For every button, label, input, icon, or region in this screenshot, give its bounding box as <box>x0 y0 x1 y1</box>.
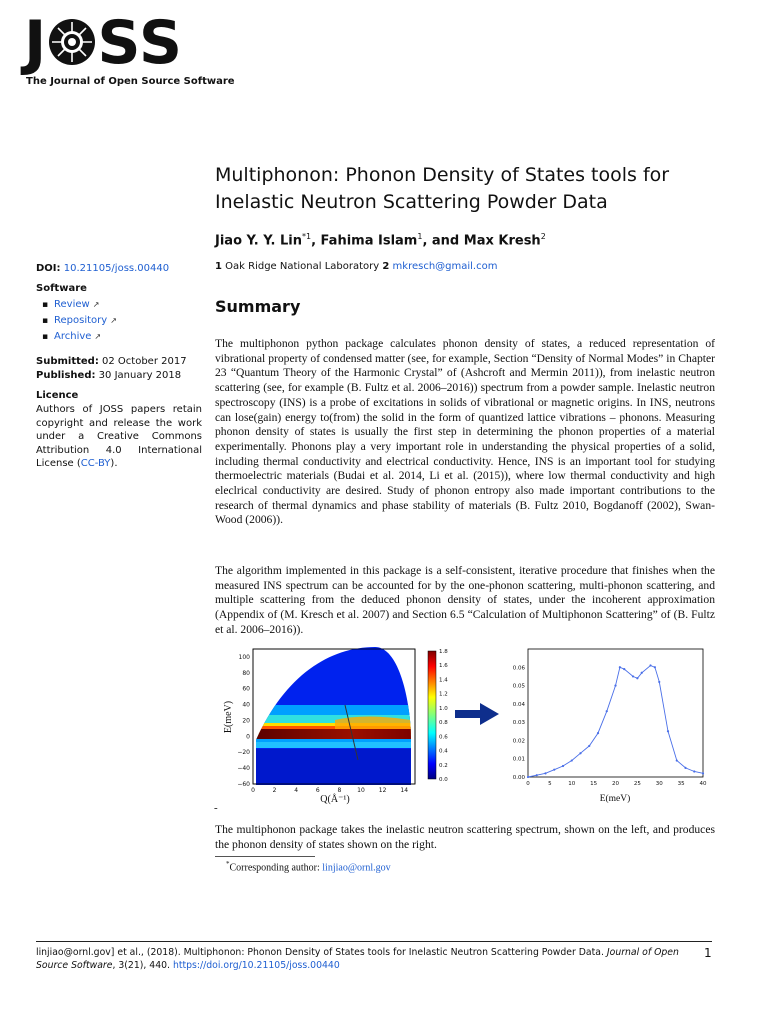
dos-data-point <box>636 677 638 679</box>
dos-x-tick-label: 5 <box>548 781 552 787</box>
summary-heading: Summary <box>215 297 301 316</box>
heatmap-y-tick-label: 0 <box>246 733 250 741</box>
dos-y-tick-label: 0.04 <box>512 701 525 708</box>
dos-data-point <box>693 770 695 772</box>
dos-data-point <box>623 668 625 670</box>
citation-footer: linjiao@ornl.gov] et al., (2018). Multiphonon: Phonon Density of States tools for Inelastic Neutron Scattering Powder Data. Journal of Open Source Software, 3(21), 440. https://doi.org/10.21105/joss.00440 <box>36 947 679 971</box>
author-list: Jiao Y. Y. Lin$^{*1}$, Fahima Islam$^1$, and Max Kresh$^2$ <box>215 232 546 249</box>
repository-link[interactable]: Repository <box>54 315 108 326</box>
dos-y-tick-label: 0.02 <box>512 738 525 745</box>
dos-x-tick-label: 35 <box>677 781 685 787</box>
colorbar-tick-label: 0.8 <box>439 720 448 727</box>
journal-name: Journal of Open Source Software <box>36 947 679 971</box>
heatmap-y-axis-label: E(meV) <box>223 700 234 734</box>
dos-data-point <box>536 774 538 776</box>
heatmap-y-tick-label: −60 <box>237 781 250 788</box>
external-link-icon: ↗ <box>110 316 117 325</box>
submitted-line: Submitted: 02 October 2017 <box>36 356 187 367</box>
published-line: Published: 30 January 2018 <box>36 370 182 381</box>
heatmap-y-tick-label: 20 <box>242 717 250 725</box>
heatmap-x-tick-label: 2 <box>272 787 277 794</box>
dos-x-tick-label: 40 <box>699 781 707 787</box>
dos-data-point <box>619 666 621 668</box>
list-item <box>36 330 117 346</box>
dos-data-point <box>597 732 599 734</box>
cc-by-link[interactable]: CC-BY <box>80 458 111 469</box>
dos-data-point <box>658 681 660 683</box>
dos-plot-frame <box>528 649 703 777</box>
logo-o-icon <box>47 12 97 62</box>
dos-y-tick-label: 0.05 <box>512 683 525 690</box>
dos-x-tick-label: 20 <box>612 781 619 787</box>
colorbar-tick-label: 1.0 <box>439 705 448 712</box>
dos-data-point <box>684 767 686 769</box>
author-affiliation-mark: *1 <box>301 232 312 241</box>
joss-logo <box>24 8 244 94</box>
software-heading: Software <box>36 283 87 294</box>
dos-data-point <box>544 772 546 774</box>
dos-y-tick-label: 0.01 <box>512 756 525 763</box>
heatmap-y-tick-label: −40 <box>237 765 250 773</box>
heatmap-y-tick-label: 60 <box>242 685 250 693</box>
figure-description-paragraph: The multiphonon package takes the inelastic neutron scattering spectrum, shown on the left, and produces the phonon density of states shown on the right. <box>215 823 715 851</box>
colorbar-tick-label: 1.8 <box>439 649 448 655</box>
dos-data-point <box>579 752 581 754</box>
author-name[interactable]: Jiao Y. Y. Lin <box>215 233 302 249</box>
dos-y-tick-label: 0.06 <box>512 665 525 672</box>
corresponding-email-link[interactable]: linjiao@ornl.gov <box>322 862 391 874</box>
paper-title: Multiphonon: Phonon Density of States tools for Inelastic Neutron Scattering Powder Data <box>215 164 670 213</box>
external-link-icon: ↗ <box>94 332 102 341</box>
heatmap-y-tick-label: 80 <box>242 669 250 677</box>
heatmap-x-tick-label: 6 <box>315 787 320 794</box>
colorbar <box>428 651 436 779</box>
list-item <box>36 314 117 330</box>
colorbar-tick-label: 0.0 <box>439 777 448 783</box>
summary-paragraph-2: The algorithm implemented in this package is a self-consistent, iterative procedure that finishes when the measured INS spectrum can be accounted for by the one-phonon scattering, multi-phonon scattering, and multiple scattering from the deduced phonon density of states, under the incoherent approximation (Appendix of (M. Kresch et al. 2007) and Section 6.5 “Calculation of Multiphonon Scattering” of (B. Fultz et al. 2006–2016)). <box>215 564 715 636</box>
dos-data-point <box>606 710 608 712</box>
dos-data-point <box>641 672 643 674</box>
archive-link[interactable]: Archive <box>54 331 92 342</box>
author-name[interactable]: Fahima Islam <box>320 233 418 249</box>
logo-wordmark: J SS <box>24 8 184 78</box>
colorbar-tick-label: 1.6 <box>439 663 448 670</box>
dos-y-tick-label: 0.00 <box>512 775 525 781</box>
dos-x-tick-label: 10 <box>568 781 576 787</box>
software-section <box>36 282 117 346</box>
colorbar-tick-label: 0.4 <box>439 748 448 755</box>
dos-data-point <box>588 745 590 747</box>
dos-x-tick-label: 30 <box>655 781 663 787</box>
dos-data-point <box>614 684 616 686</box>
footnote-divider <box>215 856 315 857</box>
list-item <box>36 298 117 314</box>
affiliation-email-link[interactable]: mkresch@gmail.com <box>392 261 498 272</box>
logo-tagline: The Journal of Open Source Software <box>26 76 235 87</box>
footer-divider <box>36 941 712 942</box>
dos-data-point <box>553 769 555 771</box>
footer-doi-link[interactable]: https://doi.org/10.21105/joss.00440 <box>172 960 340 971</box>
colorbar-tick-label: 0.6 <box>439 734 448 741</box>
dos-data-point <box>667 730 669 732</box>
author-name[interactable]: Max Kresh <box>463 233 541 249</box>
doi-link[interactable]: 10.21105/joss.00440 <box>63 263 170 274</box>
page-number: 1 <box>704 946 712 960</box>
figure-ins-to-dos <box>215 645 720 820</box>
arrow-icon <box>455 703 499 725</box>
heatmap-x-tick-label: 10 <box>357 787 365 794</box>
heatmap-x-tick-label: 14 <box>400 787 409 794</box>
heatmap-x-tick-label: 8 <box>337 787 342 794</box>
author-affiliation-mark: 2 <box>540 232 546 241</box>
colorbar-tick-label: 1.4 <box>439 677 448 684</box>
colorbar-tick-label: 0.2 <box>439 762 448 769</box>
dos-y-tick-label: 0.03 <box>512 720 525 727</box>
colorbar-tick-label: 1.2 <box>439 691 448 698</box>
dos-data-point <box>562 765 564 767</box>
dos-data-point <box>527 776 529 778</box>
licence-text: Authors of JOSS papers retain copyright and release the work under a Creative Commons Attribution 4.0 International License (CC-BY). <box>36 404 202 469</box>
dos-data-point <box>632 675 634 677</box>
heatmap-x-tick-label: 4 <box>294 787 299 794</box>
licence-heading: Licence <box>36 390 79 401</box>
heatmap-x-tick-label: 0 <box>251 787 255 794</box>
heatmap-y-tick-label: −20 <box>237 749 250 757</box>
heatmap-x-tick-label: 12 <box>378 787 387 794</box>
summary-paragraph-1: The multiphonon python package calculates phonon density of states, a reduced representation of vibrational property of condensed matter (see, for example, Section “Density of Normal Modes” in Chapter 23 “Quantum Theory of the Harmonic Crystal” of (Ashcroft and Mermin 2011)), from inelastic neutron scattering (see, for example (B. Fultz et al. 2006–2016)) spectrum from a powder sample. Inelastic neutron spectroscopy (INS) is a probe of excitations in solids of vibrational or magnetic origins. In INS, neutrons can lose(gain) energy to(from) the solid in the form of quantized lattice vibrations – phonons. Measuring phonon density of states is usually the first step in determining the phonon properties of a material experimentally. Phonons play a very important role in understanding the physical properties of a solid, including thermal conductivity and electrical conductivity. Hence, INS is an important tool for studying thermoelectric materials (Budai et al. 2014, Li et al. (2015)), where low thermal conductivity and high eleclrical conductivity are desired. Study of phonon entropy also made important contributions to the research of thermal dynamics and phase stability of materials (B. Fultz 2010, Bogdanoff (2002), Swan-Wood (2006)). <box>215 337 715 527</box>
footnote: *Corresponding author: linjiao@ornl.gov <box>226 860 391 874</box>
doi-line: DOI: 10.21105/joss.00440 <box>36 263 170 274</box>
dos-x-tick-label: 25 <box>633 781 641 787</box>
dos-x-tick-label: 0 <box>526 781 530 787</box>
heatmap-x-axis-label: Q(Å⁻¹) <box>320 794 350 805</box>
dos-x-axis-label: E(meV) <box>599 794 631 804</box>
figure-svg <box>215 645 720 820</box>
dos-data-point <box>649 664 651 666</box>
author-affiliation-mark: 1 <box>417 232 423 241</box>
affiliations: 1 Oak Ridge National Laboratory 2 mkresch@gmail.com <box>215 261 498 272</box>
dos-data-point <box>676 759 678 761</box>
heatmap-y-tick-label: 100 <box>238 653 250 661</box>
dos-data-point <box>571 759 573 761</box>
licence-section <box>36 389 202 471</box>
external-link-icon: ↗ <box>92 300 100 309</box>
heatmap-y-tick-label: 40 <box>242 701 250 709</box>
caption-marker: - <box>214 802 218 814</box>
review-link[interactable]: Review <box>54 299 90 310</box>
dos-data-point <box>654 666 656 668</box>
dos-x-tick-label: 15 <box>590 781 598 787</box>
dos-data-point <box>702 772 704 774</box>
